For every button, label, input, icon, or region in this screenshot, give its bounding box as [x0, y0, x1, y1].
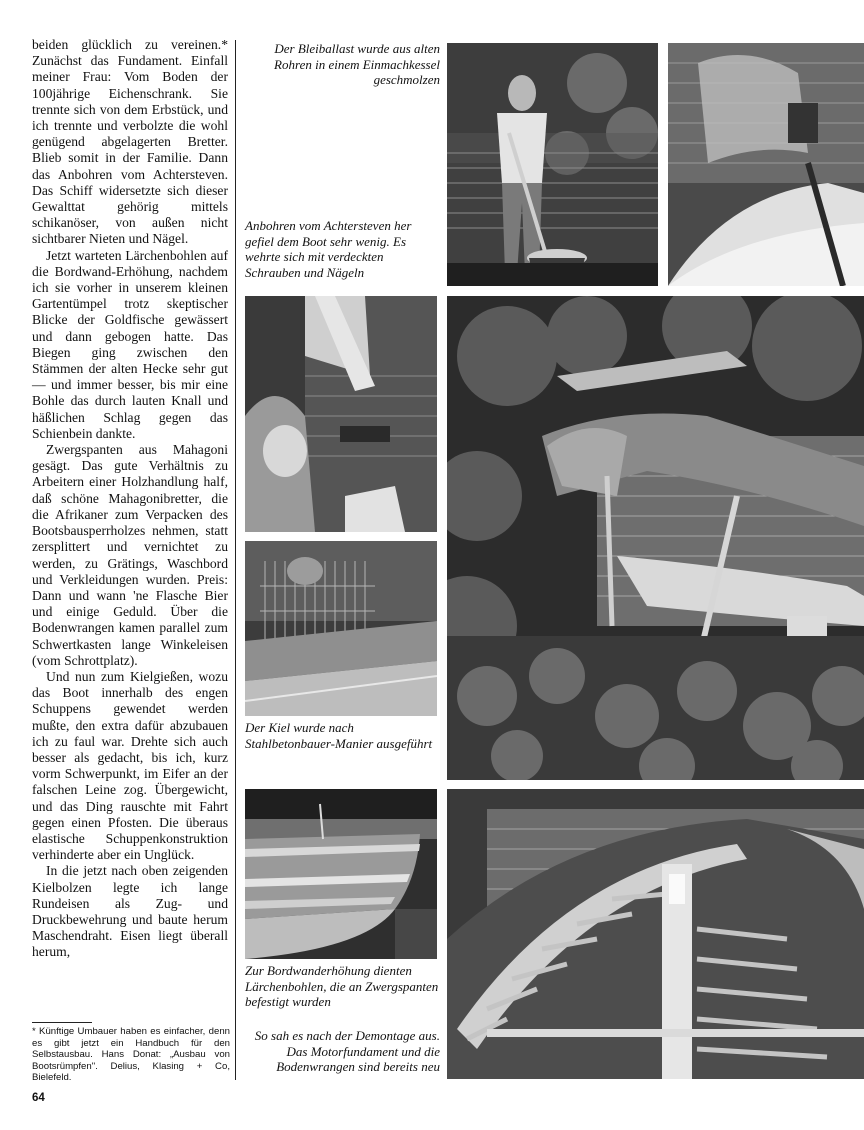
photo-hull-detail	[245, 296, 437, 532]
photo-hull-interior	[447, 789, 864, 1079]
column-divider	[235, 40, 236, 1080]
article-paragraph: Zwergspanten aus Mahagoni gesägt. Das gute Verhältnis zu Arbeitern einer Holzhandlung half, daß schöne Mahagonibretter, die die Afrikaner zum Verpacken des Bootsbausperrholzes nehmen, statt zersplittert und vernichtet zu werden, zu Grätings, Waschbord und Verkleidungen wurden. Preis: Dann und wann 'ne Flasche Bier und einige Geduld. Über die Bodenwrangen kamen parallel zum Schwertkasten lange Winkeleisen (vom Schrottplatz).	[32, 442, 228, 668]
article-body	[32, 37, 228, 961]
caption-bleiballast: Der Bleiballast wurde aus alten Rohren in einem Einmachkessel geschmolzen	[274, 41, 440, 87]
photo-hull-planks	[245, 789, 437, 959]
photo-keel-rebar	[245, 541, 437, 716]
photo-melting-lead	[447, 43, 658, 286]
article-paragraph: beiden glücklich zu vereinen.* Zunächst das Fundament. Einfall meiner Frau: Vom Boden der 100jährige Eichenschrank. Sie trennte sich von dem Erbstück, und ich trennte und verbolzte die wohl genügend abgelagerten Bretter. Blieb somit in der Familie. Dann das Anbohren vom Achtersteven. Das Schiff widersetzte sich dieser Gewalttat gehörig mittels schikanöser, von außen nicht sichtbarer Nieten und Nägel.	[32, 37, 228, 247]
article-paragraph: Und nun zum Kielgießen, wozu das Boot innerhalb des engen Schuppens gewendet werden mußte, den extra dafür abzubauen ich zu faul war. Drehte sich auch besser als gedacht, bis ich, kurz vorm Schwerpunkt, im Eifer an der falschen Leine zog. Übergewicht, und das Ding rauschte mit Fahrt gegen einen Pfosten. Die überaus elastische Schuppenkonstruktion verhinderte aber ein Unglück.	[32, 668, 228, 863]
caption-bordwand: Zur Bordwanderhöhung dienten Lärchenbohlen, die an Zwergspanten befestigt wurden	[245, 963, 439, 1009]
caption-kiel: Der Kiel wurde nach Stahlbetonbauer-Manier ausgeführt	[245, 720, 433, 751]
photo-boat-under-tarp	[447, 296, 864, 780]
photo-stern-drilling	[668, 43, 864, 286]
caption-demontage: So sah es nach der Demontage aus. Das Motorfundament und die Bodenwrangen sind bereits neu	[254, 1028, 440, 1074]
footnote: * Künftige Umbauer haben es einfacher, denn es gibt jetzt ein Handbuch für den Selbstausbau. Hans Donat: „Ausbau von Bootsrümpfen". Delius, Klasing + Co, Bielefeld.	[32, 1026, 230, 1084]
caption-anbohren: Anbohren vom Achtersteven her gefiel dem Boot sehr wenig. Es wehrte sich mit verdeckten Schrauben und Nägeln	[245, 218, 412, 280]
page-number: 64	[32, 1092, 45, 1104]
article-paragraph: Jetzt warteten Lärchenbohlen auf die Bordwand-Erhöhung, nachdem ich sie vorher in unserem kleinen Gartentümpel trotz skeptischer Blicke der Goldfische gewässert und dann gebogen hatte. Das Biegen ging zwischen den Stämmen der alten Hecke sehr gut — und immer besser, bis mir eine Bohle das durch lauten Knall und häßlichen Schlag gegen das Schienbein dankte.	[32, 247, 228, 441]
footnote-rule	[32, 1022, 92, 1023]
article-paragraph: In die jetzt nach oben zeigenden Kielbolzen legte ich lange Rundeisen als Zug- und Druckbewehrung und baute herum Maschendraht. Eisen liegt überall herum,	[32, 863, 228, 960]
